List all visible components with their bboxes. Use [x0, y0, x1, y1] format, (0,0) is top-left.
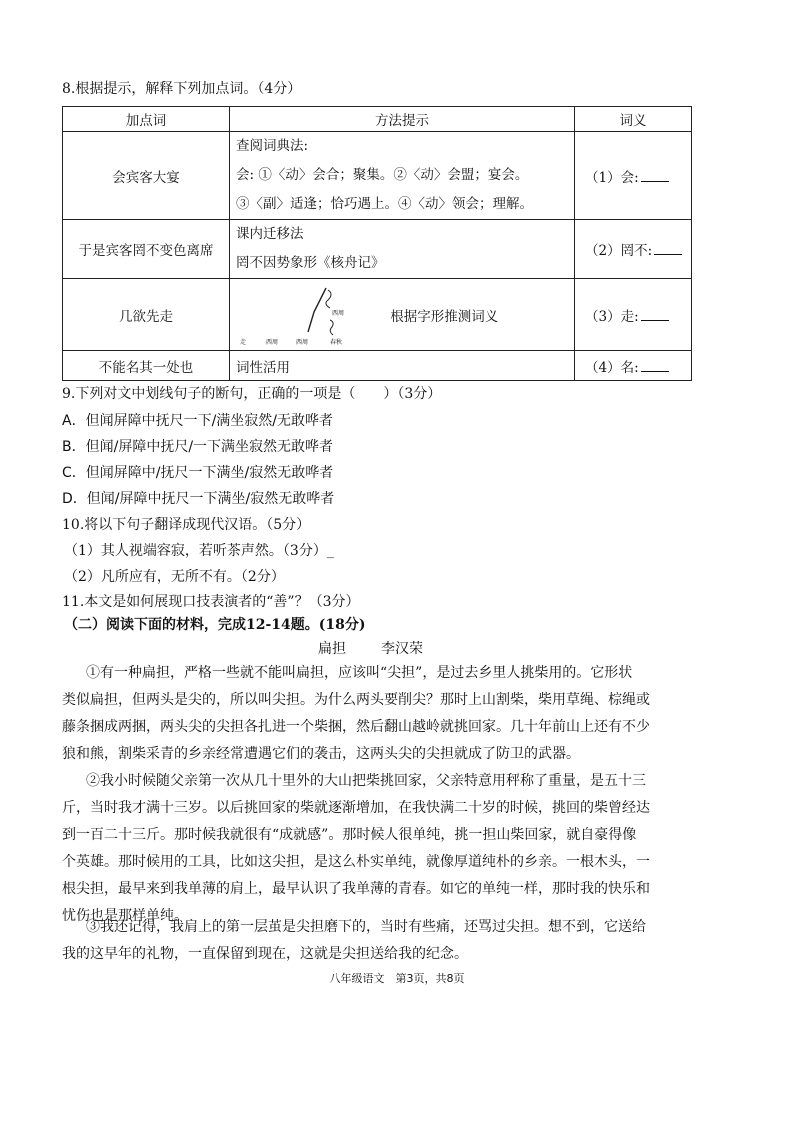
q10-stem: 10.将以下句子翻译成现代汉语。（5分）	[62, 517, 311, 533]
q8-table	[62, 106, 692, 381]
paragraph-line: ②我小时候随父亲第一次从几十里外的大山把柴挑回家，父亲特意用秤称了重量，是五十三	[86, 773, 646, 789]
q9-option-b[interactable]: B．但闻/屏障中抚尺/一下满坐寂然无敢哗者	[62, 439, 334, 455]
row1-method-line: 查阅词典法:	[236, 138, 309, 154]
paragraph-line: 斤，当时我才满十三岁。以后挑回家的柴就逐渐增加，在我快满二十岁的时候，挑回的柴曾经达	[62, 800, 650, 816]
glyph-label-chunqiu: 春秋	[330, 338, 343, 346]
row4-answer	[575, 351, 692, 381]
row1-method	[230, 132, 575, 220]
paragraph-line: ③我还记得，我肩上的第一层茧是尖担磨下的，当时有些痛，还骂过尖担。想不到，它送给	[86, 919, 646, 935]
q10-item-2: （2）凡所应有，无所不有。（2分）	[64, 569, 285, 585]
paragraph-line: ①有一种扁担，严格一些就不能叫扁担，应该叫“尖担”，是过去乡里人挑柴用的。它形状	[86, 665, 633, 681]
row2-method-line: 课内迁移法	[236, 226, 304, 242]
glyph-label-xizhou: 西周	[266, 338, 279, 346]
article-paragraph-1	[62, 660, 692, 768]
answer-blank[interactable]	[641, 169, 669, 182]
row1-word: 会宾客大宴	[63, 132, 230, 220]
row1-method-line: 会: ①〈动〉会合；聚集。②〈动〉会盟；宴会。	[236, 167, 529, 183]
paragraph-line: 我的这早年的礼物，一直保留到现在，这就是尖担送给我的纪念。	[62, 946, 468, 962]
header-method: 方法提示	[230, 107, 575, 132]
q9-option-d[interactable]: D．但闻/屏障中抚尺一下满坐/寂然无敢哗者	[62, 491, 335, 507]
paragraph-line: 类似扁担，但两头是尖的，所以叫尖担。为什么两头要削尖？那时上山割柴，柴用草绳、棕绳或	[62, 692, 650, 708]
section2-heading: （二）阅读下面的材料，完成12-14题。(18分)	[64, 617, 366, 633]
row4-answer-label: （4）名:	[585, 359, 639, 376]
row3-answer-label: （3）走:	[585, 308, 639, 325]
glyph-label-xizhou: 西周	[296, 338, 309, 346]
paragraph-line: 忧伤也是那样单纯。	[62, 908, 188, 924]
row3-method	[230, 279, 575, 351]
row4-word: 不能名其一处也	[63, 351, 230, 381]
paragraph-line: 根尖担，最早来到我单薄的肩上，最早认识了我单薄的青春。如它的单纯一样，那时我的快乐和	[62, 881, 650, 897]
paragraph-line: 狼和熊，割柴采青的乡亲经常遭遇它们的袭击，这两头尖的尖担就成了防卫的武器。	[62, 746, 580, 762]
glyph-label-xizhou: 西周	[332, 309, 345, 317]
row2-answer	[575, 220, 692, 279]
q9-option-a[interactable]: A．但闻屏障中抚尺一下/满坐寂然/无敢哗者	[62, 413, 334, 429]
row1-answer-label: （1）会:	[585, 169, 639, 186]
glyph-label-zou: 走	[240, 338, 247, 346]
ancient-glyph-figure	[236, 282, 386, 348]
page-footer: 八年级语文 第3页，共8页	[329, 972, 465, 985]
table-header-row	[63, 107, 692, 132]
row1-answer	[575, 132, 692, 220]
article-paragraph-3	[62, 914, 692, 968]
row2-method	[230, 220, 575, 279]
header-word: 加点词	[63, 107, 230, 132]
row2-method-line: 罔不因势象形《核舟记》	[236, 255, 385, 271]
q8-title: 8.根据提示，解释下列加点词。（4分）	[62, 81, 302, 97]
paragraph-line: 藤条捆成两捆，两头尖的尖担各扎进一个柴捆，然后翻山越岭就挑回家。几十年前山上还有不少	[62, 719, 650, 735]
article-title: 扁担	[318, 641, 346, 657]
table-row	[63, 220, 692, 279]
row2-answer-label: （2）罔不:	[585, 243, 653, 259]
row3-answer	[575, 279, 692, 351]
q9-option-c[interactable]: C．但闻屏障中/抚尺一下满坐/寂然无敢哗者	[62, 465, 334, 481]
table-row	[63, 132, 692, 220]
paragraph-line: 个英雄。那时候用的工具，比如这尖担，是这么朴实单纯，就像厚道纯朴的乡亲。一根木头，一	[62, 854, 650, 870]
row1-method-line: ③〈副〉适逢；恰巧遇上。④〈动〉领会；理解。	[236, 196, 533, 212]
q10-item-1: （1）其人视端容寂，若听茶声然。（3分）_	[64, 543, 334, 559]
row4-method: 词性活用	[230, 351, 575, 381]
q9-stem: 9.下列对文中划线句子的断句，正确的一项是（ ）（3分）	[62, 386, 442, 402]
article-paragraph-2	[62, 768, 692, 930]
q11-stem: 11.本文是如何展现口技表演者的“善”？（3分）	[62, 594, 360, 610]
article-author: 李汉荣	[381, 641, 423, 657]
row3-word: 几欲先走	[63, 279, 230, 351]
table-row	[63, 279, 692, 351]
row2-word: 于是宾客罔不变色离席	[63, 220, 230, 279]
answer-blank[interactable]	[641, 359, 669, 372]
glyph-note: 根据字形推测词义	[390, 308, 499, 325]
answer-blank[interactable]	[641, 308, 669, 321]
paragraph-line: 到一百二十三斤。那时候我就很有“成就感”。那时候人很单纯，挑一担山柴回家，就自豪得像	[62, 827, 637, 843]
answer-blank[interactable]	[654, 242, 682, 255]
table-row	[63, 351, 692, 381]
header-meaning: 词义	[575, 107, 692, 132]
